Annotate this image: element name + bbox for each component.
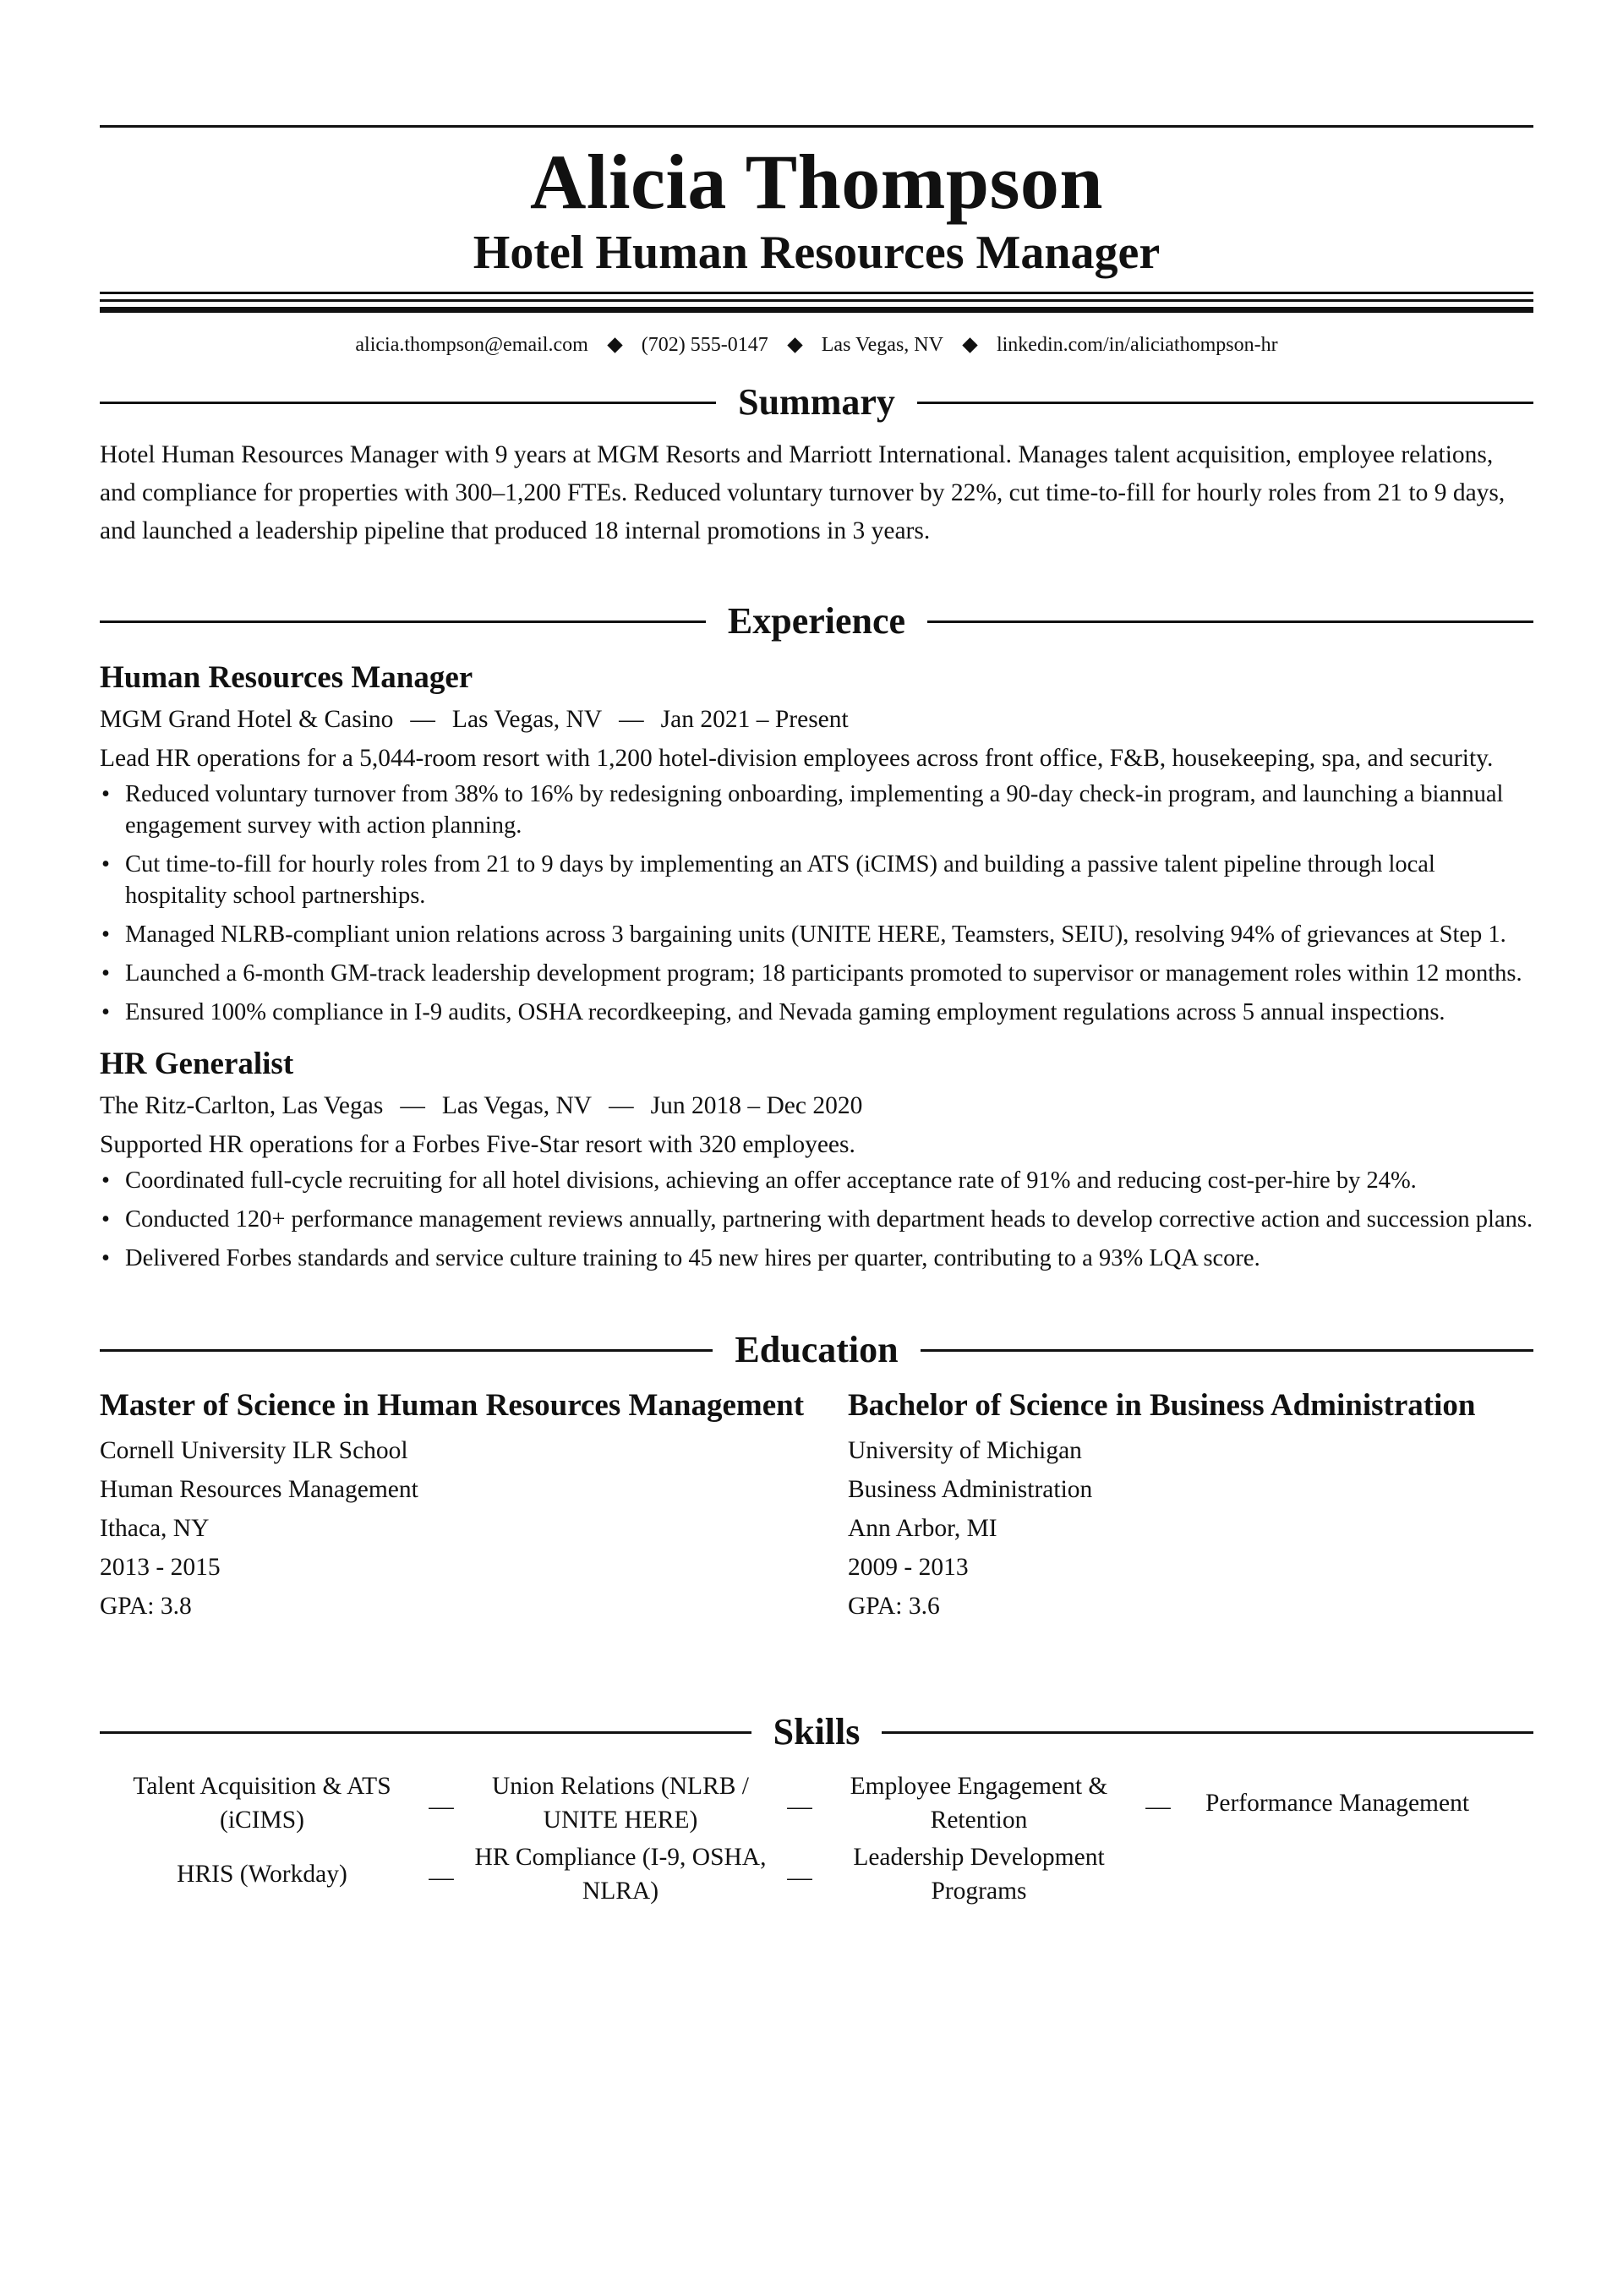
section-title-education: Education (735, 1329, 899, 1370)
section-title-summary: Summary (738, 381, 895, 423)
school-years: 2009 - 2013 (848, 1554, 969, 1581)
bullet-icon: • (101, 1206, 110, 1233)
skill-separator: — (787, 1793, 812, 1820)
job-company: The Ritz-Carlton, Las Vegas (100, 1092, 384, 1119)
skills-heading (100, 1710, 1533, 1754)
skill-separator: — (787, 1864, 812, 1891)
job-company: MGM Grand Hotel & Casino (100, 706, 394, 733)
header-divider (100, 292, 1533, 313)
list-item: • Launched a 6-month GM-track leadership development program; 18 participants promoted to supervisor or management roles within 12 months. (100, 958, 1533, 989)
meta-separator: — (400, 1092, 425, 1119)
summary-text: Hotel Human Resources Manager with 9 years at MGM Resorts and Marriott International. Manages talent acquisition, employee relations, and compliance for properties with 300–1,200 FTEs. Reduced voluntary turnover by 22%, cut time-to-fill for hourly roles from 21 to 9 days, and launched a leadership pipeline that produced 18 internal promotions in 3 years. (100, 441, 1506, 544)
candidate-title: Hotel Human Resources Manager (473, 227, 1161, 279)
education-heading (100, 1328, 1533, 1372)
degree-title: Bachelor of Science in Business Administration (848, 1388, 1476, 1423)
job-meta (100, 702, 1533, 736)
list-item: • Cut time-to-fill for hourly roles from 21 to 9 days by implementing an ATS (iCIMS) and building a passive talent pipeline through local hospitality school partnerships. (100, 849, 1533, 911)
skill-item: Employee Engagement & Retention (850, 1773, 1108, 1834)
skill-separator: — (429, 1793, 454, 1820)
job-title: Human Resources Manager (100, 660, 473, 695)
skill-separator: — (1145, 1793, 1171, 1820)
job-title: HR Generalist (100, 1047, 294, 1081)
contact-phone[interactable]: (702) 555-0147 (641, 334, 768, 356)
job-entry (100, 1045, 1533, 1274)
job-dates: Jun 2018 – Dec 2020 (650, 1092, 863, 1119)
job-location: Las Vegas, NV (451, 706, 603, 733)
job-entry (100, 659, 1533, 1028)
contact-location: Las Vegas, NV (821, 334, 943, 356)
skills-grid (100, 1769, 1533, 1908)
experience-heading (100, 599, 1533, 643)
job-bullets (100, 779, 1533, 1028)
resume-page (100, 125, 1533, 1908)
meta-separator: — (619, 706, 644, 733)
diamond-separator-icon (787, 337, 802, 353)
bullet-icon: • (101, 960, 110, 987)
contact-linkedin[interactable]: linkedin.com/in/aliciathompson-hr (996, 334, 1278, 356)
gpa: GPA: 3.6 (848, 1593, 940, 1620)
job-description: Supported HR operations for a Forbes Five-Star resort with 320 employees. (100, 1131, 855, 1158)
job-dates: Jan 2021 – Present (660, 706, 849, 733)
bullet-icon: • (101, 851, 110, 877)
meta-separator: — (609, 1092, 634, 1119)
candidate-name: Alicia Thompson (529, 139, 1104, 225)
contact-email[interactable]: alicia.thompson@email.com (355, 334, 588, 356)
job-location: Las Vegas, NV (441, 1092, 593, 1119)
list-item: • Ensured 100% compliance in I-9 audits, OSHA recordkeeping, and Nevada gaming employment regulations across 5 annual inspections. (100, 997, 1533, 1028)
skill-item: Leadership Development Programs (853, 1844, 1105, 1905)
gpa: GPA: 3.8 (100, 1593, 192, 1620)
bullet-icon: • (101, 999, 110, 1025)
summary-heading (100, 380, 1533, 424)
list-item: • Reduced voluntary turnover from 38% to 16% by redesigning onboarding, implementing a 90-day check-in program, and launching a biannual engagement survey with action planning. (100, 779, 1533, 841)
section-title-skills: Skills (773, 1711, 861, 1752)
skill-item: HRIS (Workday) (177, 1861, 347, 1888)
school-location: Ithaca, NY (100, 1515, 210, 1542)
list-item: • Coordinated full-cycle recruiting for all hotel divisions, achieving an offer acceptance rate of 91% and reducing cost-per-hire by 24%. (100, 1165, 1533, 1196)
job-meta (100, 1089, 1533, 1123)
skill-item: Union Relations (NLRB / UNITE HERE) (491, 1773, 749, 1834)
education-entry (817, 1387, 1533, 1626)
top-rule (100, 125, 1533, 128)
field-of-study: Business Administration (848, 1476, 1093, 1503)
diamond-separator-icon (607, 337, 622, 353)
bullet-icon: • (101, 1245, 110, 1271)
list-item: • Delivered Forbes standards and service culture training to 45 new hires per quarter, contributing to a 93% LQA score. (100, 1243, 1533, 1274)
skill-item: HR Compliance (I-9, OSHA, NLRA) (474, 1844, 767, 1905)
degree-title: Master of Science in Human Resources Management (100, 1388, 805, 1423)
section-title-experience: Experience (727, 600, 906, 642)
job-description: Lead HR operations for a 5,044-room resort with 1,200 hotel-division employees across front office, F&B, housekeeping, spa, and security. (100, 745, 1494, 772)
school-name: University of Michigan (848, 1437, 1082, 1464)
contact-line (100, 331, 1533, 358)
list-item: • Conducted 120+ performance management reviews annually, partnering with department heads to develop corrective action and succession plans. (100, 1204, 1533, 1235)
school-name: Cornell University ILR School (100, 1437, 408, 1464)
bullet-icon: • (101, 921, 110, 948)
school-location: Ann Arbor, MI (848, 1515, 997, 1542)
skill-item: Performance Management (1205, 1790, 1470, 1817)
skills-row (100, 1769, 1533, 1837)
meta-separator: — (410, 706, 435, 733)
school-years: 2013 - 2015 (100, 1554, 221, 1581)
field-of-study: Human Resources Management (100, 1476, 418, 1503)
education-entry (100, 1387, 817, 1626)
skills-row (100, 1840, 1533, 1908)
education-grid (100, 1387, 1533, 1626)
bullet-icon: • (101, 781, 110, 807)
skill-item: Talent Acquisition & ATS (iCIMS) (133, 1773, 391, 1834)
list-item: • Managed NLRB-compliant union relations across 3 bargaining units (UNITE HERE, Teamsters, SEIU), resolving 94% of grievances at Step 1. (100, 919, 1533, 950)
skill-separator: — (429, 1864, 454, 1891)
diamond-separator-icon (962, 337, 977, 353)
bullet-icon: • (101, 1167, 110, 1194)
job-bullets (100, 1165, 1533, 1274)
